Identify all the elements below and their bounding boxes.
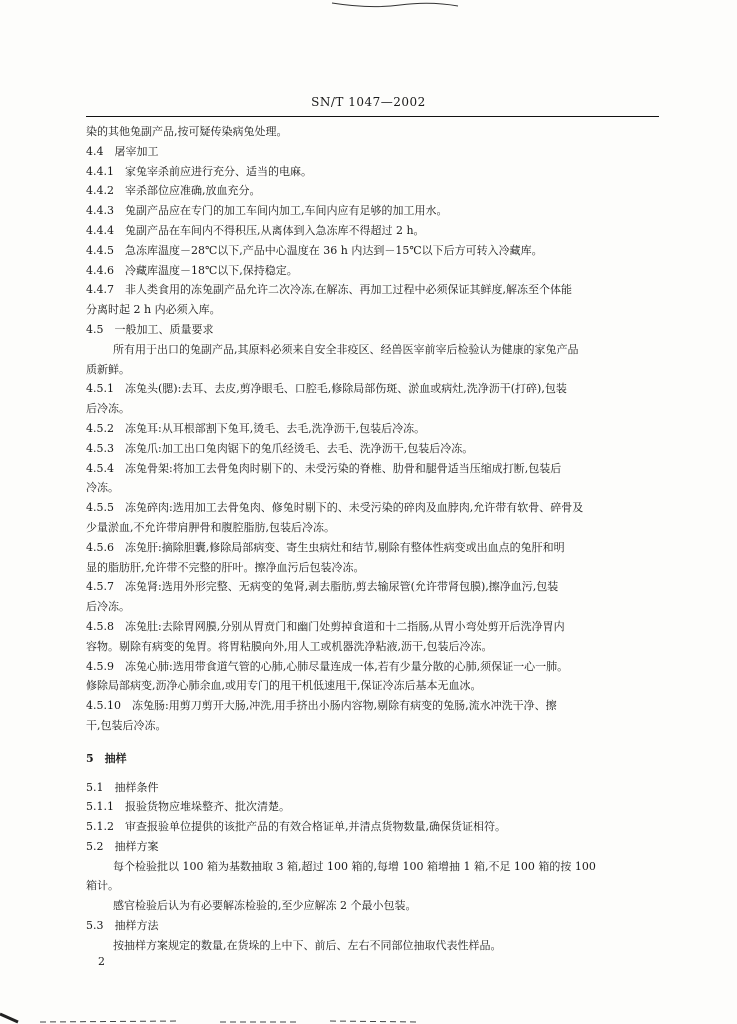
text-line: 箱计。 — [86, 879, 119, 893]
text-line: 4.4.3 兔副产品应在专门的加工车间内加工,车间内应有足够的加工用水。 — [86, 204, 448, 218]
text-line: 每个检验批以 100 箱为基数抽取 3 箱,超过 100 箱的,每增 100 箱增抽 1 箱,不足 100 箱的按 100 — [113, 859, 596, 873]
text-line: 显的脂肪肝,允许带不完整的肝叶。擦净血污后包装冷冻。 — [86, 560, 365, 574]
document-body — [86, 122, 657, 956]
text-line: 4.4.5 急冻库温度－28℃以下,产品中心温度在 36 h 内达到－15℃以下后方可转入冷藏库。 — [86, 243, 543, 257]
text-line: 4.5.2 冻兔耳:从耳根部割下兔耳,烫毛、去毛,洗净沥干,包装后冷冻。 — [86, 421, 426, 435]
text-line: 感官检验后认为有必要解冻检验的,至少应解冻 2 个最小包装。 — [113, 899, 417, 913]
text-line: 质新鲜。 — [86, 362, 130, 376]
text-line: 4.5.4 冻兔骨架:将加工去骨兔肉时剔下的、未受污染的脊椎、肋骨和腿骨适当压缩成打断,包装后 — [86, 461, 562, 475]
text-line: 4.4.1 家兔宰杀前应进行充分、适当的电麻。 — [86, 164, 312, 178]
header-rule — [86, 116, 659, 117]
text-line: 5.1.1 报验货物应堆垛整齐、批次清楚。 — [86, 800, 290, 814]
section-heading: 4.4 屠宰加工 — [86, 144, 159, 158]
text-line: 冷冻。 — [86, 481, 119, 495]
text-line: 4.4.4 兔副产品在车间内不得积压,从离体到入急冻库不得超过 2 h。 — [86, 223, 425, 237]
text-line: 分离时起 2 h 内必须入库。 — [86, 303, 221, 317]
text-line: 4.5.5 冻兔碎肉:选用加工去骨兔肉、修兔时剔下的、未受污染的碎肉及血脖肉,允许带有软骨、碎骨及 — [86, 501, 584, 515]
text-line: 4.5.7 冻兔肾:选用外形完整、无病变的兔肾,剥去脂肪,剪去输尿管(允许带肾包膜),擦净血污,包装 — [86, 580, 559, 594]
section-heading: 4.5 一般加工、质量要求 — [86, 322, 214, 336]
text-line: 按抽样方案规定的数量,在货垛的上中下、前后、左右不同部位抽取代表性样品。 — [113, 938, 502, 952]
page-header: SN/T 1047—2002 — [311, 95, 426, 109]
text-line: 5.1.2 审查报验单位提供的该批产品的有效合格证单,并清点货物数量,确保货证相符。 — [86, 820, 506, 834]
text-line: 4.5.8 冻兔肚:去除胃网膜,分别从胃贲门和幽门处剪掉食道和十二指肠,从胃小弯处剪开后洗净胃内 — [86, 619, 565, 633]
text-line: 容物。剔除有病变的兔胃。将胃粘膜向外,用人工或机器洗净粘液,沥干,包装后冷冻。 — [86, 639, 493, 653]
text-line: 4.4.7 非人类食用的冻兔副产品允许二次冷冻,在解冻、再加工过程中必须保证其鲜度,解冻至个体能 — [86, 283, 572, 297]
text-line: 4.5.10 冻兔肠:用剪刀剪开大肠,冲洗,用手挤出小肠内容物,剔除有病变的兔肠,流水冲洗干净、擦 — [86, 699, 557, 713]
section-heading: 5.1 抽样条件 — [86, 780, 159, 794]
page-number: 2 — [98, 955, 105, 968]
text-line: 后冷冻。 — [86, 402, 130, 416]
text-line: 干,包装后冷冻。 — [86, 718, 167, 732]
text-line: 后冷冻。 — [86, 600, 130, 614]
text-line: 4.5.3 冻兔爪:加工出口兔肉锯下的兔爪经烫毛、去毛、洗净沥干,包装后冷冻。 — [86, 441, 474, 455]
text-line: 4.4.2 宰杀部位应准确,放血充分。 — [86, 184, 261, 198]
text-line: 修除局部病变,沥净心肺余血,或用专门的甩干机低速甩干,保证冷冻后基本无血冰。 — [86, 679, 482, 693]
text-line: 4.5.1 冻兔头(腮):去耳、去皮,剪净眼毛、口腔毛,修除局部伤斑、淤血或病灶,洗净沥干(打碎),包装 — [86, 382, 567, 396]
text-line: 4.5.9 冻兔心肺:选用带食道气管的心肺,心肺尽量连成一体,若有少量分散的心肺,须保证一心一肺。 — [86, 659, 569, 673]
scan-artifact-top — [330, 0, 460, 10]
text-line: 少量淤血,不允许带肩胛骨和腹腔脂肪,包装后冷冻。 — [86, 520, 335, 534]
scan-artifact-bottom — [0, 1010, 737, 1024]
chapter-heading: 5 抽样 — [86, 751, 127, 765]
section-heading: 5.3 抽样方法 — [86, 919, 159, 933]
text-line: 染的其他兔副产品,按可疑传染病兔处理。 — [86, 125, 288, 138]
text-line: 4.5.6 冻兔肝:摘除胆囊,修除局部病变、寄生虫病灶和结节,剔除有整体性病变或出血点的兔肝和明 — [86, 540, 565, 554]
text-line: 4.4.6 冷藏库温度－18℃以下,保持稳定。 — [86, 263, 298, 277]
text-line: 所有用于出口的兔副产品,其原料必须来自安全非疫区、经兽医宰前宰后检验认为健康的家兔产品 — [113, 342, 579, 356]
section-heading: 5.2 抽样方案 — [86, 839, 159, 853]
